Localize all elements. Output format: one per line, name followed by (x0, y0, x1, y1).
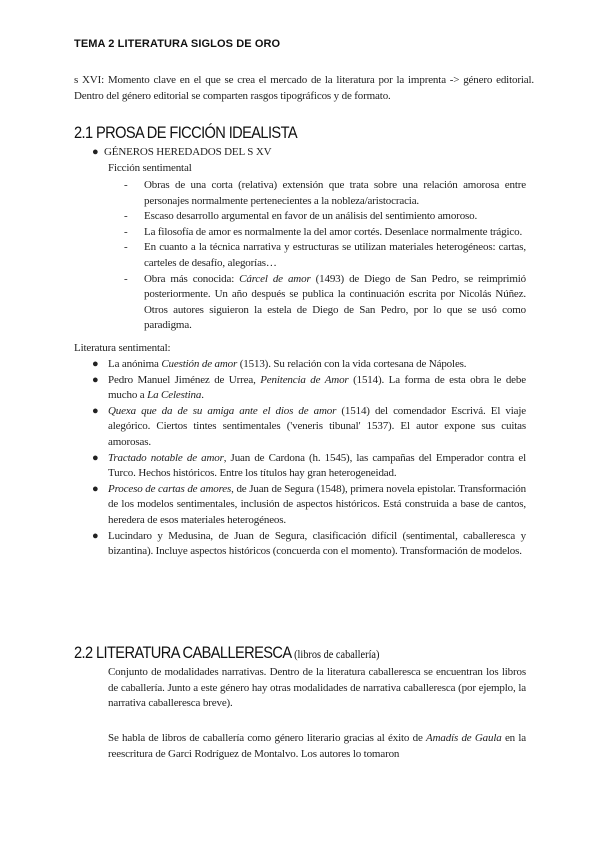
dash-item: - Escaso desarrollo argumental en favor de un análisis del sentimiento amoroso. (124, 210, 478, 223)
bullet-generos-label: GÉNEROS HEREDADOS DEL S XV (104, 146, 272, 158)
sub-label-ficcion: Ficción sentimental (108, 162, 192, 174)
dash-list (124, 178, 526, 334)
paragraph-conjunto: Conjunto de modalidades narrativas. Dentro de la literatura caballeresca se encuentran los libros de caballería. Junto a este género hay otras modalidades de narrativa caballeresca (por ejemplo, la narrativa caballeresca breve). (108, 666, 526, 710)
list-item: ● Tractado notable de amor, Juan de Cardona (h. 1545), las campañas del Emperador contra el Turco. Hechos históricos. Entre los títulos hay gran heterogeneidad. (92, 451, 526, 480)
list-item: ● Pedro Manuel Jiménez de Urrea, Penitencia de Amor (1514). La forma de esta obra le debe mucho a La Celestina. (92, 373, 526, 402)
list-item: ● Proceso de cartas de amores, de Juan de Segura (1548), primera novela epistolar. Transformación de los modelos sentimentales, inclusión de aspectos históricos. Está construida a base de cantos, heredera de esos materiales heterogéneos. (92, 482, 526, 526)
section-heading-prosa: 2.1 PROSA DE FICCIÓN IDEALISTA (74, 123, 297, 142)
list-item: ● La anónima Cuestión de amor (1513). Su relación con la vida cortesana de Nápoles. (92, 358, 467, 370)
paragraph-amadis: Se habla de libros de caballería como género literario gracias al éxito de Amadís de Gaula en la reescritura de Garci Rodríguez de Montalvo. Los autores lo tomaron (108, 732, 527, 760)
dash-item: - La filosofía de amor es normalmente la del amor cortés. Desenlace normalmente trágico. (124, 225, 523, 238)
dash-item: - Obra más conocida: Cárcel de amor (1493) de Diego de San Pedro, se reimprimió posteriormente. Un año después se publica la continuación escrita por Nicolás Núñez. Otros autores siguieron la estela de Diego de San Pedro, por lo que se usó como paradigma. (124, 272, 526, 332)
bullet-list (92, 357, 526, 560)
list-item: ● Lucindaro y Medusina, de Juan de Segura, clasificación difícil (sentimental, caballeresca y bizantina). Incluye aspectos históricos (concuerda con el momento). Transformación de modelos. (92, 529, 526, 558)
literatura-sentimental-label: Literatura sentimental: (74, 342, 171, 354)
dash-item: - Obras de una corta (relativa) extensión que trata sobre una relación amorosa entre personajes normalmente pertenecientes a la nobleza/aristocracia. (124, 179, 526, 207)
bullet-generos (92, 145, 271, 161)
intro-paragraph: s XVI: Momento clave en el que se crea el mercado de la literatura por la imprenta -> género editorial. Dentro del género editorial se comparten rasgos tipográficos y de formato. (74, 74, 534, 102)
list-item: ● Quexa que da de su amiga ante el dios de amor (1514) del comendador Escrivá. El viaje alegórico. Ciertos tintes sentimentales ('veneris tibunal' 1537). El autor expone sus cuitas amorosas. (92, 404, 526, 448)
section-heading-sub: (libros de caballería) (291, 647, 380, 661)
page-header: TEMA 2 LITERATURA SIGLOS DE ORO (74, 38, 281, 50)
dash-item: - En cuanto a la técnica narrativa y estructuras se utilizan materiales heterogéneos: cartas, carteles de desafío, alegorías… (124, 241, 526, 269)
bullet-icon: ● (92, 146, 99, 158)
section-heading-caballeresca: 2.2 LITERATURA CABALLERESCA (libros de caballería) (74, 643, 380, 662)
